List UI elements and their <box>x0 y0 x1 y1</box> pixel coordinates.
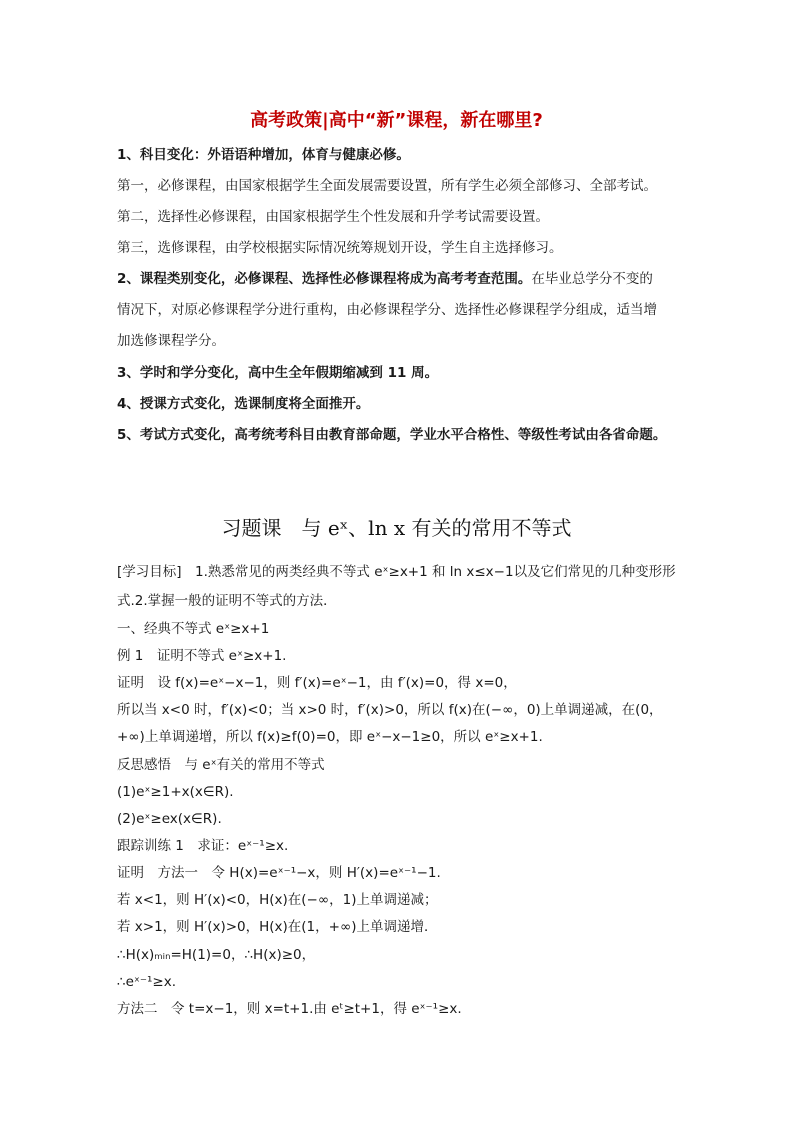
policy-paragraph: 第一，必修课程，由国家根据学生全面发展需要设置，所有学生必须全部修习、全部考试。 <box>117 178 657 194</box>
learning-goals: [学习目标] 1.熟悉常见的两类经典不等式 eˣ≥x+1 和 ln x≤x−1以及它们常见的几种变形形 <box>117 564 676 580</box>
policy-paragraph: 情况下，对原必修课程学分进行重构，由必修课程学分、选择性必修课程学分组成，适当增 <box>117 302 657 318</box>
proof-line: ∴eˣ⁻¹≥x. <box>117 974 177 990</box>
page-title: 高考政策|高中“新”课程，新在哪里? <box>250 110 543 131</box>
reflection-heading: 反思感悟 与 eˣ有关的常用不等式 <box>117 757 325 773</box>
policy-item-2-heading: 2、课程类别变化，必修课程、选择性必修课程将成为高考考查范围。 <box>117 271 532 287</box>
practice-1: 跟踪训练 1 求证：eˣ⁻¹≥x. <box>117 838 289 854</box>
learning-goals-cont: 式.2.掌握一般的证明不等式的方法． <box>117 593 337 609</box>
policy-item-2 <box>117 270 653 288</box>
policy-paragraph: 加选修课程学分。 <box>117 333 225 349</box>
section-heading: 一、经典不等式 eˣ≥x+1 <box>117 621 270 637</box>
inequality-2: (2)eˣ≥ex(x∈R). <box>117 811 222 827</box>
proof-line: 证明 方法一 令 H(x)=eˣ⁻¹−x，则 H′(x)=eˣ⁻¹−1. <box>117 865 441 881</box>
proof-line: 证明 设 f(x)=eˣ−x−1，则 f′(x)=eˣ−1，由 f′(x)=0，得 x=0， <box>117 675 517 691</box>
example-1: 例 1 证明不等式 eˣ≥x+1. <box>117 648 287 664</box>
policy-item-2-text: 在毕业总学分不变的 <box>531 271 653 287</box>
method-2: 方法二 令 t=x−1，则 x=t+1.由 eᵗ≥t+1，得 eˣ⁻¹≥x. <box>117 1001 462 1017</box>
policy-item-5: 5、考试方式变化，高考统考科目由教育部命题，学业水平合格性、等级性考试由各省命题。 <box>117 427 667 443</box>
proof-line: 若 x>1，则 H′(x)>0，H(x)在(1，+∞)上单调递增． <box>117 919 438 935</box>
policy-paragraph: 第三，选修课程，由学校根据实际情况统筹规划开设，学生自主选择修习。 <box>117 240 563 256</box>
proof-line: 所以当 x<0 时，f′(x)<0；当 x>0 时，f′(x)>0，所以 f(x)在(−∞，0)上单调递减，在(0， <box>117 702 663 718</box>
policy-item-1: 1、科目变化：外语语种增加，体育与健康必修。 <box>117 147 410 163</box>
proof-line: ∴H(x)ₘᵢₙ=H(1)=0，∴H(x)≥0， <box>117 947 316 963</box>
proof-line: 若 x<1，则 H′(x)<0，H(x)在(−∞，1)上单调递减； <box>117 892 438 908</box>
inequality-1: (1)eˣ≥1+x(x∈R). <box>117 784 234 800</box>
policy-paragraph: 第二，选择性必修课程，由国家根据学生个性发展和升学考试需要设置。 <box>117 209 549 225</box>
proof-line: +∞)上单调递增，所以 f(x)≥f(0)=0，即 eˣ−x−1≥0，所以 eˣ≥x+1. <box>117 729 543 745</box>
lesson-title: 习题课 与 eˣ、ln x 有关的常用不等式 <box>221 516 572 540</box>
policy-item-4: 4、授课方式变化，选课制度将全面推开。 <box>117 396 370 412</box>
policy-item-3: 3、学时和学分变化，高中生全年假期缩减到 11 周。 <box>117 365 439 381</box>
